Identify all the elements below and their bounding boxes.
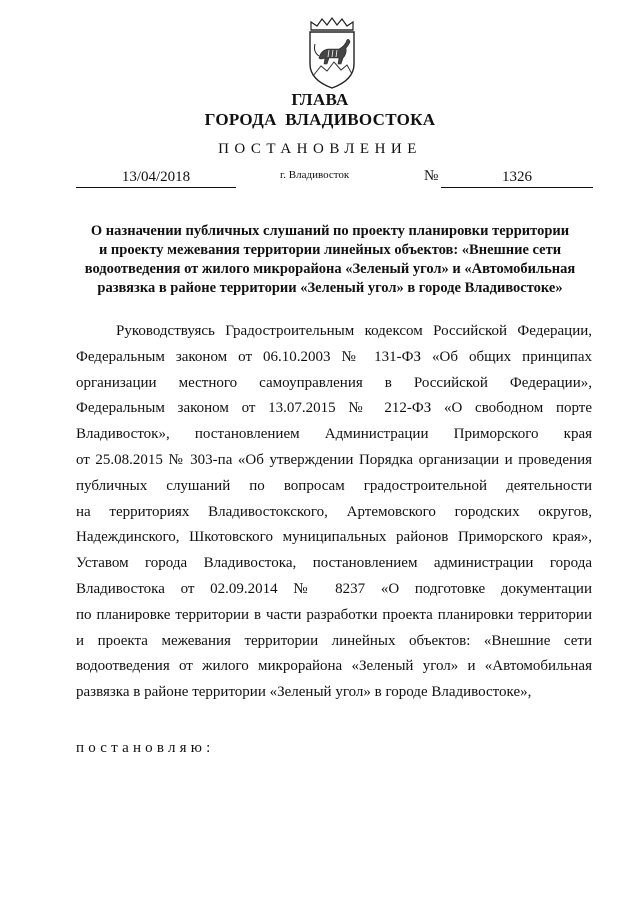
body-line: Владивосток», постановлением Администрации Приморского края	[76, 426, 592, 443]
decree-word: постановляю:	[76, 740, 215, 756]
number-label: №	[424, 168, 439, 184]
body-line: и проекта межевания территории линейных объектов: «Внешние сети	[76, 632, 592, 649]
coat-of-arms-icon	[301, 16, 363, 90]
body-line: по планировке территории в части разработки проекта планировки территории	[76, 606, 592, 623]
document-number: 1326	[441, 168, 593, 188]
body-line: организации местного самоуправления в Российской Федерации»,	[76, 374, 592, 391]
body-line: Владивостока от 02.09.2014 № 8237 «О подготовке документации	[76, 580, 592, 597]
header-title-line-2: ГОРОДА ВЛАДИВОСТОКА	[204, 110, 436, 129]
header-title-line-1: ГЛАВА	[291, 90, 349, 109]
document-title	[64, 222, 596, 298]
title-line: развязка в районе территории «Зеленый угол» в городе Владивостоке»	[97, 280, 563, 296]
body-line: публичных слушаний по вопросам градостроительной деятельности	[76, 477, 592, 494]
title-line: и проекту межевания территории линейных объектов: «Внешние сети	[98, 242, 562, 258]
body-line: на территориях Владивостокского, Артемовского городских округов,	[76, 503, 592, 520]
body-line: Федеральным законом от 06.10.2003 № 131-ФЗ «Об общих принципах	[76, 348, 592, 365]
body-line: развязка в районе территории «Зеленый угол» в городе Владивостоке»,	[76, 684, 532, 701]
body-line: водоотведения от жилого микрорайона «Зеленый угол» и «Автомобильная	[76, 658, 592, 675]
document-date: 13/04/2018	[76, 168, 236, 188]
body-line: от 25.08.2015 № 303-па «Об утверждении Порядка организации и проведения	[76, 451, 592, 468]
body-line: Руководствуясь Градостроительным кодексом Российской Федерации,	[116, 323, 592, 339]
body-line: Надеждинского, Шкотовского муниципальных районов Приморского края»,	[76, 529, 592, 546]
document-type: ПОСТАНОВЛЕНИЕ	[218, 141, 422, 157]
title-line: водоотведения от жилого микрорайона «Зеленый угол» и «Автомобильная	[84, 261, 576, 277]
document-city: г. Владивосток	[280, 169, 350, 181]
body-line: Уставом города Владивостока, постановлением администрации города	[76, 555, 592, 572]
body-line: Федеральным законом от 13.07.2015 № 212-ФЗ «О свободном порте	[76, 400, 592, 417]
document-body	[76, 319, 592, 706]
title-line: О назначении публичных слушаний по проекту планировки территории	[90, 223, 570, 239]
